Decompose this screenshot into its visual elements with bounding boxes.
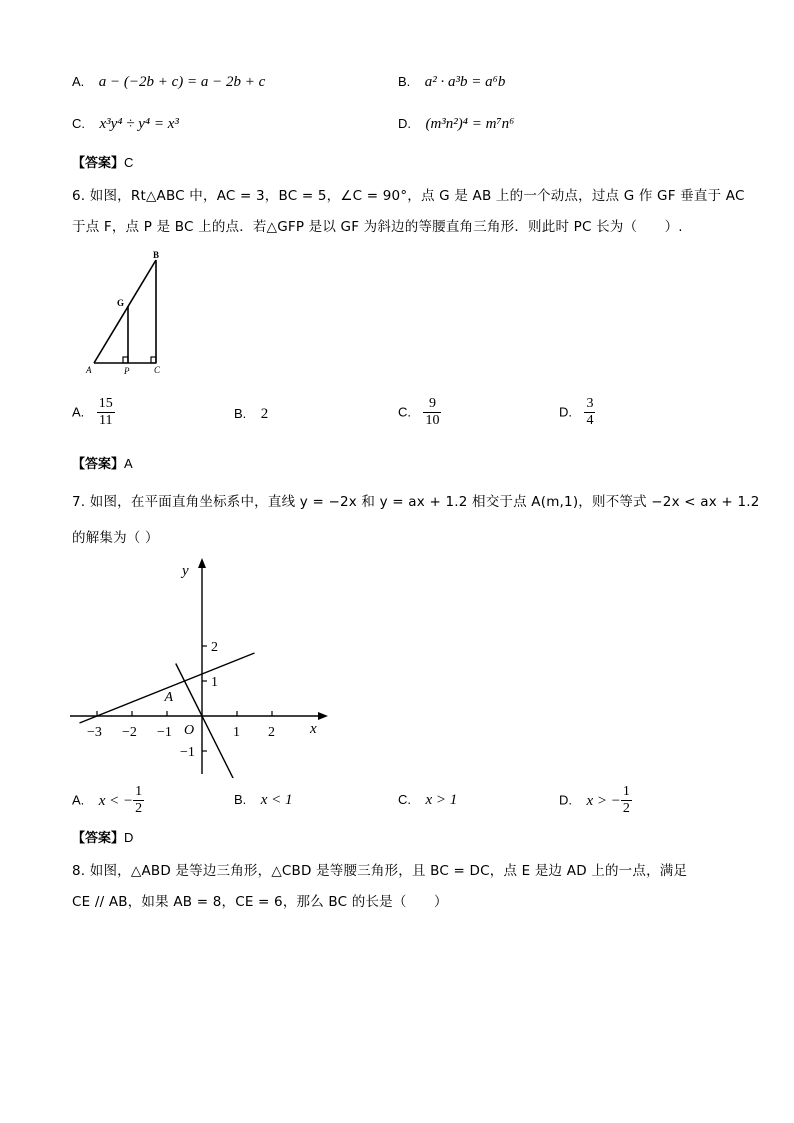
q7-option-b[interactable]: B. x < 1: [234, 792, 293, 808]
x-tick-label: 1: [233, 725, 240, 740]
x-axis-arrow: [318, 712, 328, 720]
q5-option-c[interactable]: C. x³y⁴ ÷ y⁴ = x³: [72, 116, 179, 132]
x-tick-label: −2: [122, 725, 137, 740]
axes: [70, 558, 328, 774]
q7-option-d[interactable]: D. x > − $\frac{1}{2}$: [559, 784, 630, 816]
fraction: $\frac{3}{4}$: [586, 396, 594, 428]
fraction: $\frac{9}{10}$: [425, 396, 440, 428]
q5-option-b[interactable]: B. a² · a³b = a⁶b: [398, 74, 506, 90]
label-b: B: [153, 250, 160, 260]
q6-option-d[interactable]: D. $\frac{3}{4}$: [559, 396, 594, 428]
q5-option-d[interactable]: D. (m³n²)⁴ = m⁷n⁶: [398, 116, 515, 132]
y-axis-arrow: [198, 558, 206, 568]
label-c: C: [154, 365, 161, 375]
fraction: $\frac{1}{2}$: [622, 784, 630, 816]
q6-option-b[interactable]: B. 2: [234, 406, 269, 422]
label-g: G: [117, 298, 125, 308]
y-tick-label: 1: [211, 675, 218, 690]
q8-text-line1: 8. 如图，△ABD 是等边三角形，△CBD 是等腰三角形，且 BC = DC，点 E 是边 AD 上的一点，满足: [72, 863, 688, 879]
q7-text-line1: 7. 如图，在平面直角坐标系中，直线 y = −2x 和 y = ax + 1.2 相交于点 A(m,1)，则不等式 −2x < ax + 1.2: [72, 494, 760, 510]
q7-answer: 【答案】D: [72, 830, 134, 846]
q6-option-c[interactable]: C. $\frac{9}{10}$: [398, 396, 440, 428]
q7-option-a[interactable]: A. x < − $\frac{1}{2}$: [72, 784, 143, 816]
x-tick-label: 2: [268, 725, 275, 740]
x-tick-label: −1: [157, 725, 172, 740]
label-a: A: [86, 365, 92, 375]
y-tick-label: −1: [180, 745, 195, 760]
q6-text-line1: 6. 如图，Rt△ABC 中，AC = 3，BC = 5，∠C = 90°，点 G 是 AB 上的一个动点，过点 G 作 GF 垂直于 AC: [72, 188, 745, 204]
q6-text-line2: 于点 F，点 P 是 BC 上的点．若△GFP 是以 GF 为斜边的等腰直角三角形．则此时 PC 长为（ ）.: [72, 219, 683, 235]
point-a-label: A: [164, 690, 174, 705]
y-tick-label: 2: [211, 640, 218, 655]
q7-option-c[interactable]: C. x > 1: [398, 792, 458, 808]
fraction: $\frac{15}{11}$: [98, 396, 113, 428]
q5-option-a[interactable]: A. a − (−2b + c) = a − 2b + c: [72, 74, 266, 90]
fraction: $\frac{1}{2}$: [135, 784, 143, 816]
q6-triangle-figure: [84, 248, 174, 376]
label-p: P: [124, 366, 130, 376]
q6-answer: 【答案】A: [72, 456, 133, 472]
x-tick-label: −3: [87, 725, 102, 740]
segment-ab: [94, 260, 156, 363]
x-axis-label: x: [310, 721, 317, 737]
q7-text-line2: 的解集为（ ）: [72, 530, 159, 546]
q8-text-line2: CE // AB，如果 AB = 8，CE = 6，那么 BC 的长是（ ）: [72, 894, 448, 910]
q6-option-a[interactable]: A. $\frac{15}{11}$: [72, 396, 113, 428]
q5-answer: 【答案】C: [72, 155, 134, 171]
q7-coordinate-graph: [66, 556, 336, 778]
origin-label: O: [184, 723, 195, 738]
y-axis-label: y: [182, 563, 189, 579]
y-ticks: [180, 640, 218, 760]
